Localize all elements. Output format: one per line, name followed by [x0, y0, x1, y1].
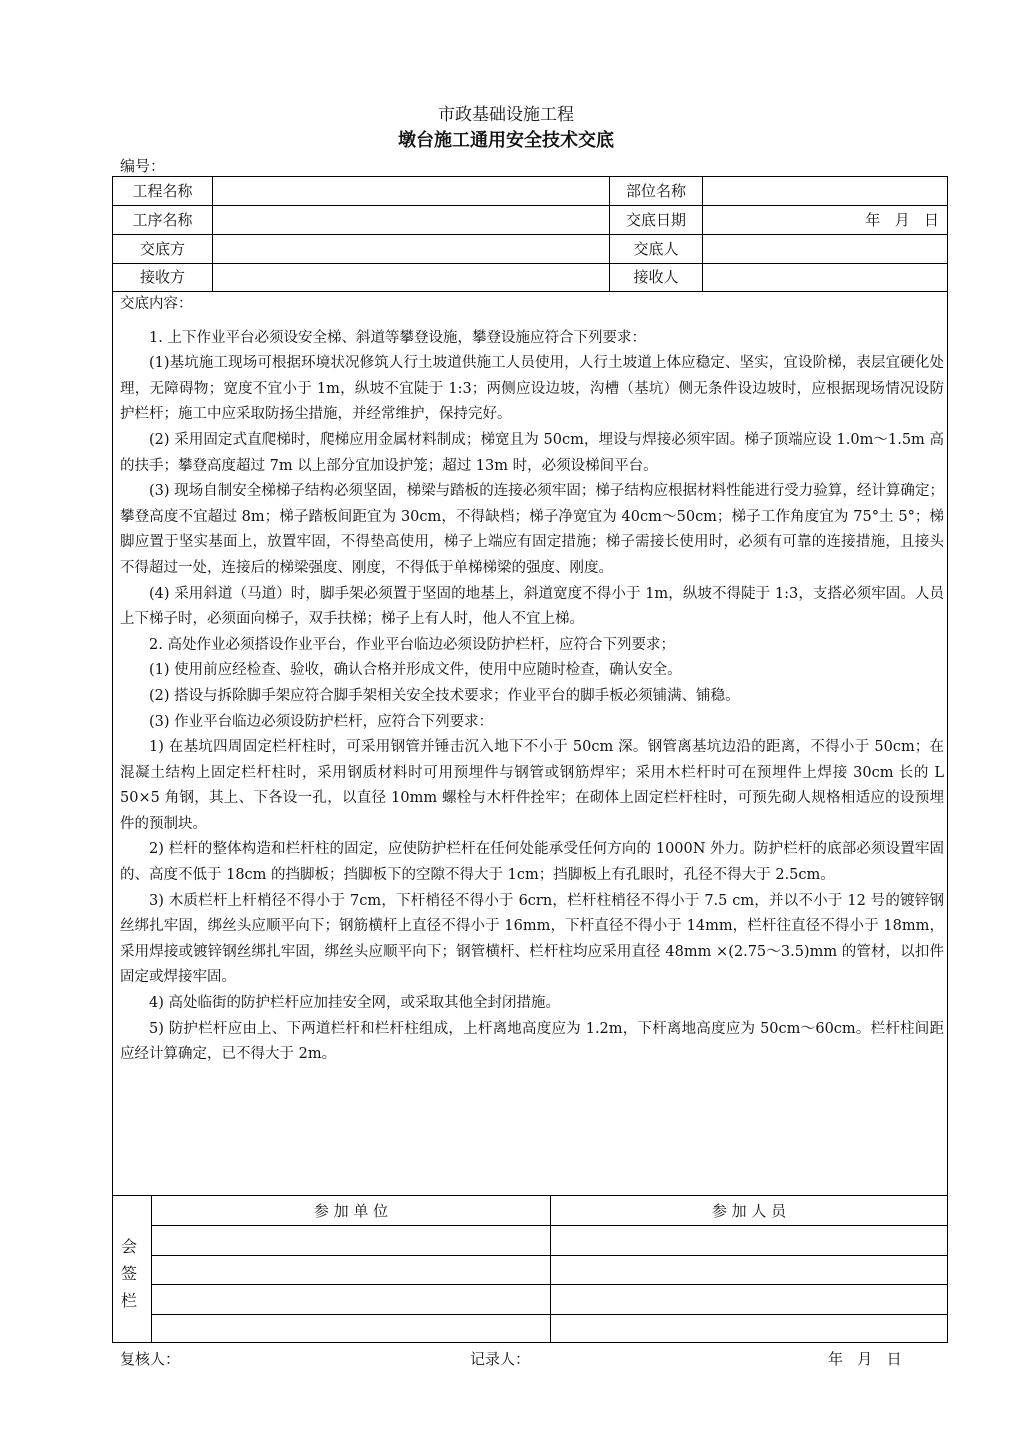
signoff-row-divider [151, 1314, 947, 1315]
receiver-label: 接收人 [633, 268, 679, 286]
giver-label: 交底人 [633, 240, 679, 258]
content-heading: 交底内容： [120, 296, 193, 312]
reviewer-label: 复核人： [120, 1350, 181, 1368]
signoff-side-label-2: 签 [121, 1264, 138, 1283]
giver-party-field[interactable] [213, 235, 609, 263]
unit-header: 参 加 单 位 [313, 1202, 389, 1220]
content-paragraph: (3) 作业平台临边必须设防护栏杆，应符合下列要求： [149, 713, 494, 730]
receiver-field[interactable] [703, 263, 947, 291]
signoff-row-divider [151, 1225, 947, 1226]
signoff-row-divider [151, 1255, 947, 1256]
content-paragraph: 1) 在基坑四周固定栏杆柱时，可采用钢管并锤击沉入地下不小于 50cm 深。钢管离基坑边沿的距离，不得小于 50cm；在混凝土结构上固定栏杆柱时，采用钢质材料时可用预埋件与钢管或钢筋焊牢；采用木栏杆时可在预埋件上焊接 30cm 长的 L 50×5 角钢，其上、下各设一孔，以直径 10mm 螺栓与木杆件拴牢；在砌体上固定栏杆柱时，可预先砌人规格相适应的设预埋件的预制块。 [120, 739, 944, 832]
content-paragraph: (2) 采用固定式直爬梯时，爬梯应用金属材料制成；梯宽且为 50cm，埋设与焊接必须牢固。梯子顶端应设 1.0m～1.5m 高的扶手；攀登高度超过 7m 以上部分宜加设护笼；超过 13m 时，必须设梯间平台。 [120, 431, 944, 474]
location-field[interactable] [703, 177, 947, 205]
org-title: 市政基础设施工程 [438, 105, 574, 125]
content-paragraph: (1) 使用前应经检查、验收，确认合格并形成文件，使用中应随时检查，确认安全。 [149, 662, 682, 679]
content-paragraph: (4) 采用斜道（马道）时，脚手架必须置于坚固的地基上，斜道宽度不得小于 1m，纵坡不得陡于 1:3，支搭必须牢固。人员上下梯子时，必须面向梯子，双手扶梯；梯子上有人时，他人不宜上梯。 [120, 585, 944, 628]
signoff-top-divider [113, 1195, 947, 1196]
date-label: 交底日期 [625, 211, 686, 229]
process-label: 工序名称 [132, 211, 193, 229]
receiver-party-field[interactable] [213, 263, 609, 291]
footer-date: 年 月 日 [828, 1350, 902, 1368]
project-name-label: 工程名称 [132, 182, 193, 200]
content-paragraph: 3) 木质栏杆上杆梢径不得小于 7cm，下杆梢径不得小于 6crn，栏杆柱梢径不得小于 7.5 cm，并以不小于 12 号的镀锌钢丝绑扎牢固，绑丝头应顺平向下；钢筋横杆上直径不得小于 16mm，下杆直径不得小于 14mm，栏杆往直径不得小于 18mm，采用焊接或镀锌钢丝绑扎牢固，绑丝头应顺平向下；钢管横杆、栏杆柱均应采用直径 48mm ×(2.75～3.5)mm 的管材，以扣件固定或焊接牢固。 [120, 892, 944, 986]
people-header: 参 加 人 员 [711, 1202, 787, 1220]
giver-party-label: 交底方 [139, 240, 185, 258]
project-name-field[interactable] [213, 177, 609, 205]
signoff-side-label-1: 会 [121, 1237, 138, 1256]
giver-field[interactable] [703, 235, 947, 263]
content-paragraph: (1)基坑施工现场可根据环境状况修筑人行土坡道供施工人员使用，人行土坡道上体应稳定、坚实，宜设阶梯，表层宜硬化处理，无障碍物；宽度不宜小于 1m，纵坡不宜陡于 1:3；两侧应设边坡，沟槽（基坑）侧无条件设边坡时，应根据现场情况设防护栏杆；施工中应采取防扬尘措施，并经常维护，保持完好。 [120, 355, 944, 423]
signoff-side-label-3: 栏 [121, 1291, 138, 1310]
recorder-label: 记录人： [470, 1350, 531, 1368]
content-paragraph: (3) 现场自制安全梯梯子结构必须坚固，梯梁与踏板的连接必须牢固；梯子结构应根据材料性能进行受力验算，经计算确定；攀登高度不宜超过 8m；梯子踏板间距宜为 30cm，不得缺档；梯子净宽宜为 40cm～50cm；梯子工作角度宜为 75°土 5°；梯脚应置于坚实基面上，放置牢固，不得垫高使用，梯子上端应有固定措施；梯子需接长使用时，必须有可靠的连接措施，且接头不得超过一处，连接后的梯梁强度、刚度，不得低于单梯梯梁的强度、刚度。 [120, 483, 944, 576]
document-title: 墩台施工通用安全技术交底 [398, 130, 614, 151]
content-body [120, 292, 944, 1068]
content-paragraph: 2. 高处作业必须搭设作业平台，作业平台临边必须设防护栏杆，应符合下列要求； [149, 636, 675, 653]
content-paragraph: 1. 上下作业平台必须设安全梯、斜道等攀登设施，攀登设施应符合下列要求： [149, 329, 646, 346]
content-paragraph: 5) 防护栏杆应由上、下两道栏杆和栏杆柱组成，上杆离地高度应为 1.2m，下杆离地高度应为 50cm～60cm。栏杆柱间距应经计算确定，已不得大于 2m。 [120, 1020, 944, 1063]
process-field[interactable] [213, 206, 609, 234]
serial-number-label: 编号： [120, 157, 166, 175]
content-paragraph: 4) 高处临街的防护栏杆应加挂安全网，或采取其他全封闭措施。 [149, 995, 560, 1012]
location-label: 部位名称 [625, 182, 686, 200]
content-paragraph: 2) 栏杆的整体构造和栏杆柱的固定，应使防护栏杆在任何处能承受任何方向的 1000N 外力。防护栏杆的底部必须设置牢固的、高度不低于 18cm 的挡脚板；挡脚板下的空隙不得大于 1cm；挡脚板上有孔眼时，孔径不得大于 2.5cm。 [120, 841, 944, 884]
date-field[interactable]: 年 月 日 [865, 211, 939, 229]
signoff-row-divider [151, 1284, 947, 1285]
receiver-party-label: 接收方 [139, 268, 185, 286]
content-paragraph: (2) 搭设与拆除脚手架应符合脚手架相关安全技术要求；作业平台的脚手板必须铺满、铺稳。 [149, 687, 740, 704]
